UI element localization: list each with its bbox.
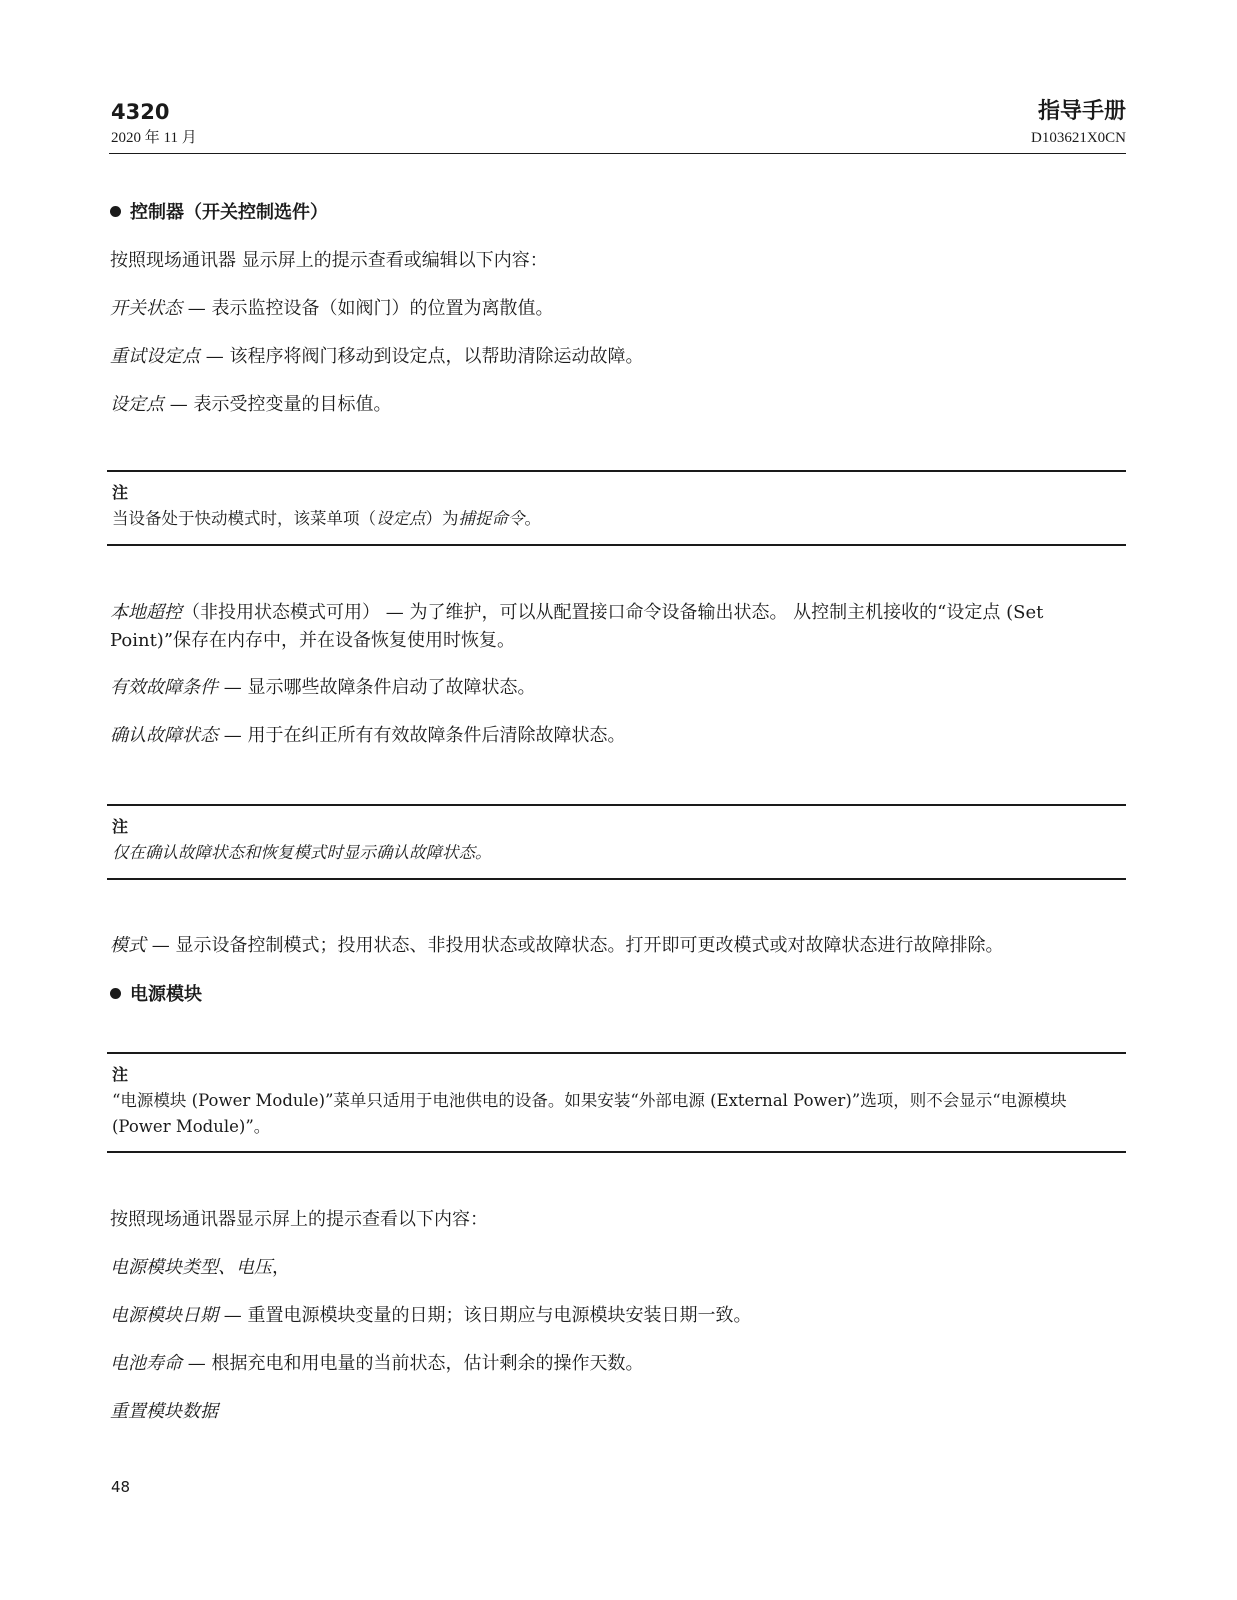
item-term: 重置模块数据 <box>110 1401 218 1422</box>
note-label: 注 <box>112 483 129 502</box>
item-desc: — 表示受控变量的目标值。 <box>164 394 392 415</box>
note-text: 仅在确认故障状态和恢复模式时显示确认故障状态。 <box>112 843 492 862</box>
document-number: D103621X0CN <box>1030 130 1126 146</box>
section-heading-text: 电源模块 <box>130 984 202 1005</box>
item-term: 开关状态 <box>110 298 182 319</box>
power-module-heading <box>110 982 1125 1008</box>
item-term: 模式 <box>110 935 146 956</box>
note-box-1 <box>107 470 1126 546</box>
item-desc: — 根据充电和用电量的当前状态，估计剩余的操作天数。 <box>182 1353 644 1374</box>
active-fault-item <box>110 674 1125 702</box>
item-desc: ， <box>272 1257 290 1278</box>
power-date-item <box>110 1302 1125 1330</box>
note-text: 当设备处于快动模式时，该菜单项（设定点）为捕捉命令。 <box>112 509 541 528</box>
local-override-item <box>110 599 1125 655</box>
item-desc: — 重置电源模块变量的日期；该日期应与电源模块安装日期一致。 <box>218 1305 752 1326</box>
note-box-3 <box>107 1052 1126 1153</box>
controller-heading <box>110 200 1125 226</box>
retry-setpoint-item <box>110 343 1125 371</box>
page-number: 48 <box>111 1478 131 1496</box>
header-right <box>1031 98 1126 148</box>
item-desc: — 表示监控设备（如阀门）的位置为离散值。 <box>182 298 554 319</box>
item-term: 有效故障条件 <box>110 677 218 698</box>
item-term: 电源模块日期 <box>110 1305 218 1326</box>
power-intro: 按照现场通讯器显示屏上的提示查看以下内容： <box>110 1209 488 1230</box>
item-desc: — 该程序将阀门移动到设定点，以帮助清除运动故障。 <box>200 346 644 367</box>
note-label: 注 <box>112 1065 129 1084</box>
item-term: 电池寿命 <box>110 1353 182 1374</box>
item-desc: — 用于在纠正所有有效故障条件后清除故障状态。 <box>218 725 626 746</box>
header-left <box>111 98 197 148</box>
model-number: 4320 <box>111 100 170 124</box>
note-box-2 <box>107 804 1126 880</box>
item-term: 本地超控 <box>110 602 182 623</box>
manual-title: 指导手册 <box>1037 99 1126 124</box>
note-text: “电源模块 (Power Module)”菜单只适用于电池供电的设备。如果安装“外部电源 (External Power)”选项，则不会显示“电源模块 (Power Module)”。 <box>112 1091 1067 1136</box>
controller-intro: 按照现场通讯器 显示屏上的提示查看或编辑以下内容： <box>110 250 548 271</box>
power-type-item <box>110 1254 1125 1282</box>
header-divider <box>109 153 1126 154</box>
item-term: 设定点 <box>110 394 164 415</box>
setpoint-item <box>110 391 1125 419</box>
publication-date: 2020 年 11 月 <box>111 130 197 146</box>
item-term: 重试设定点 <box>110 346 200 367</box>
mode-item <box>110 932 1125 960</box>
item-desc: — 显示设备控制模式；投用状态、非投用状态或故障状态。打开即可更改模式或对故障状态进行故障排除。 <box>146 935 1004 956</box>
battery-life-item <box>110 1350 1125 1378</box>
note-label: 注 <box>112 817 129 836</box>
bullet-icon <box>110 206 121 217</box>
item-term: 电源模块类型、电压 <box>110 1257 272 1278</box>
item-desc: — 显示哪些故障条件启动了故障状态。 <box>218 677 536 698</box>
ack-fault-item <box>110 722 1125 750</box>
item-desc: （非投用状态模式可用） — 为了维护，可以从配置接口命令设备输出状态。 从控制主机接收的“设定点 (Set Point)”保存在内存中，并在设备恢复使用时恢复。 <box>110 602 1044 651</box>
bullet-icon <box>110 988 121 999</box>
item-term: 确认故障状态 <box>110 725 218 746</box>
reset-module-item <box>110 1398 1125 1426</box>
switch-state-item <box>110 295 1125 323</box>
section-heading-text: 控制器（开关控制选件） <box>130 202 328 223</box>
